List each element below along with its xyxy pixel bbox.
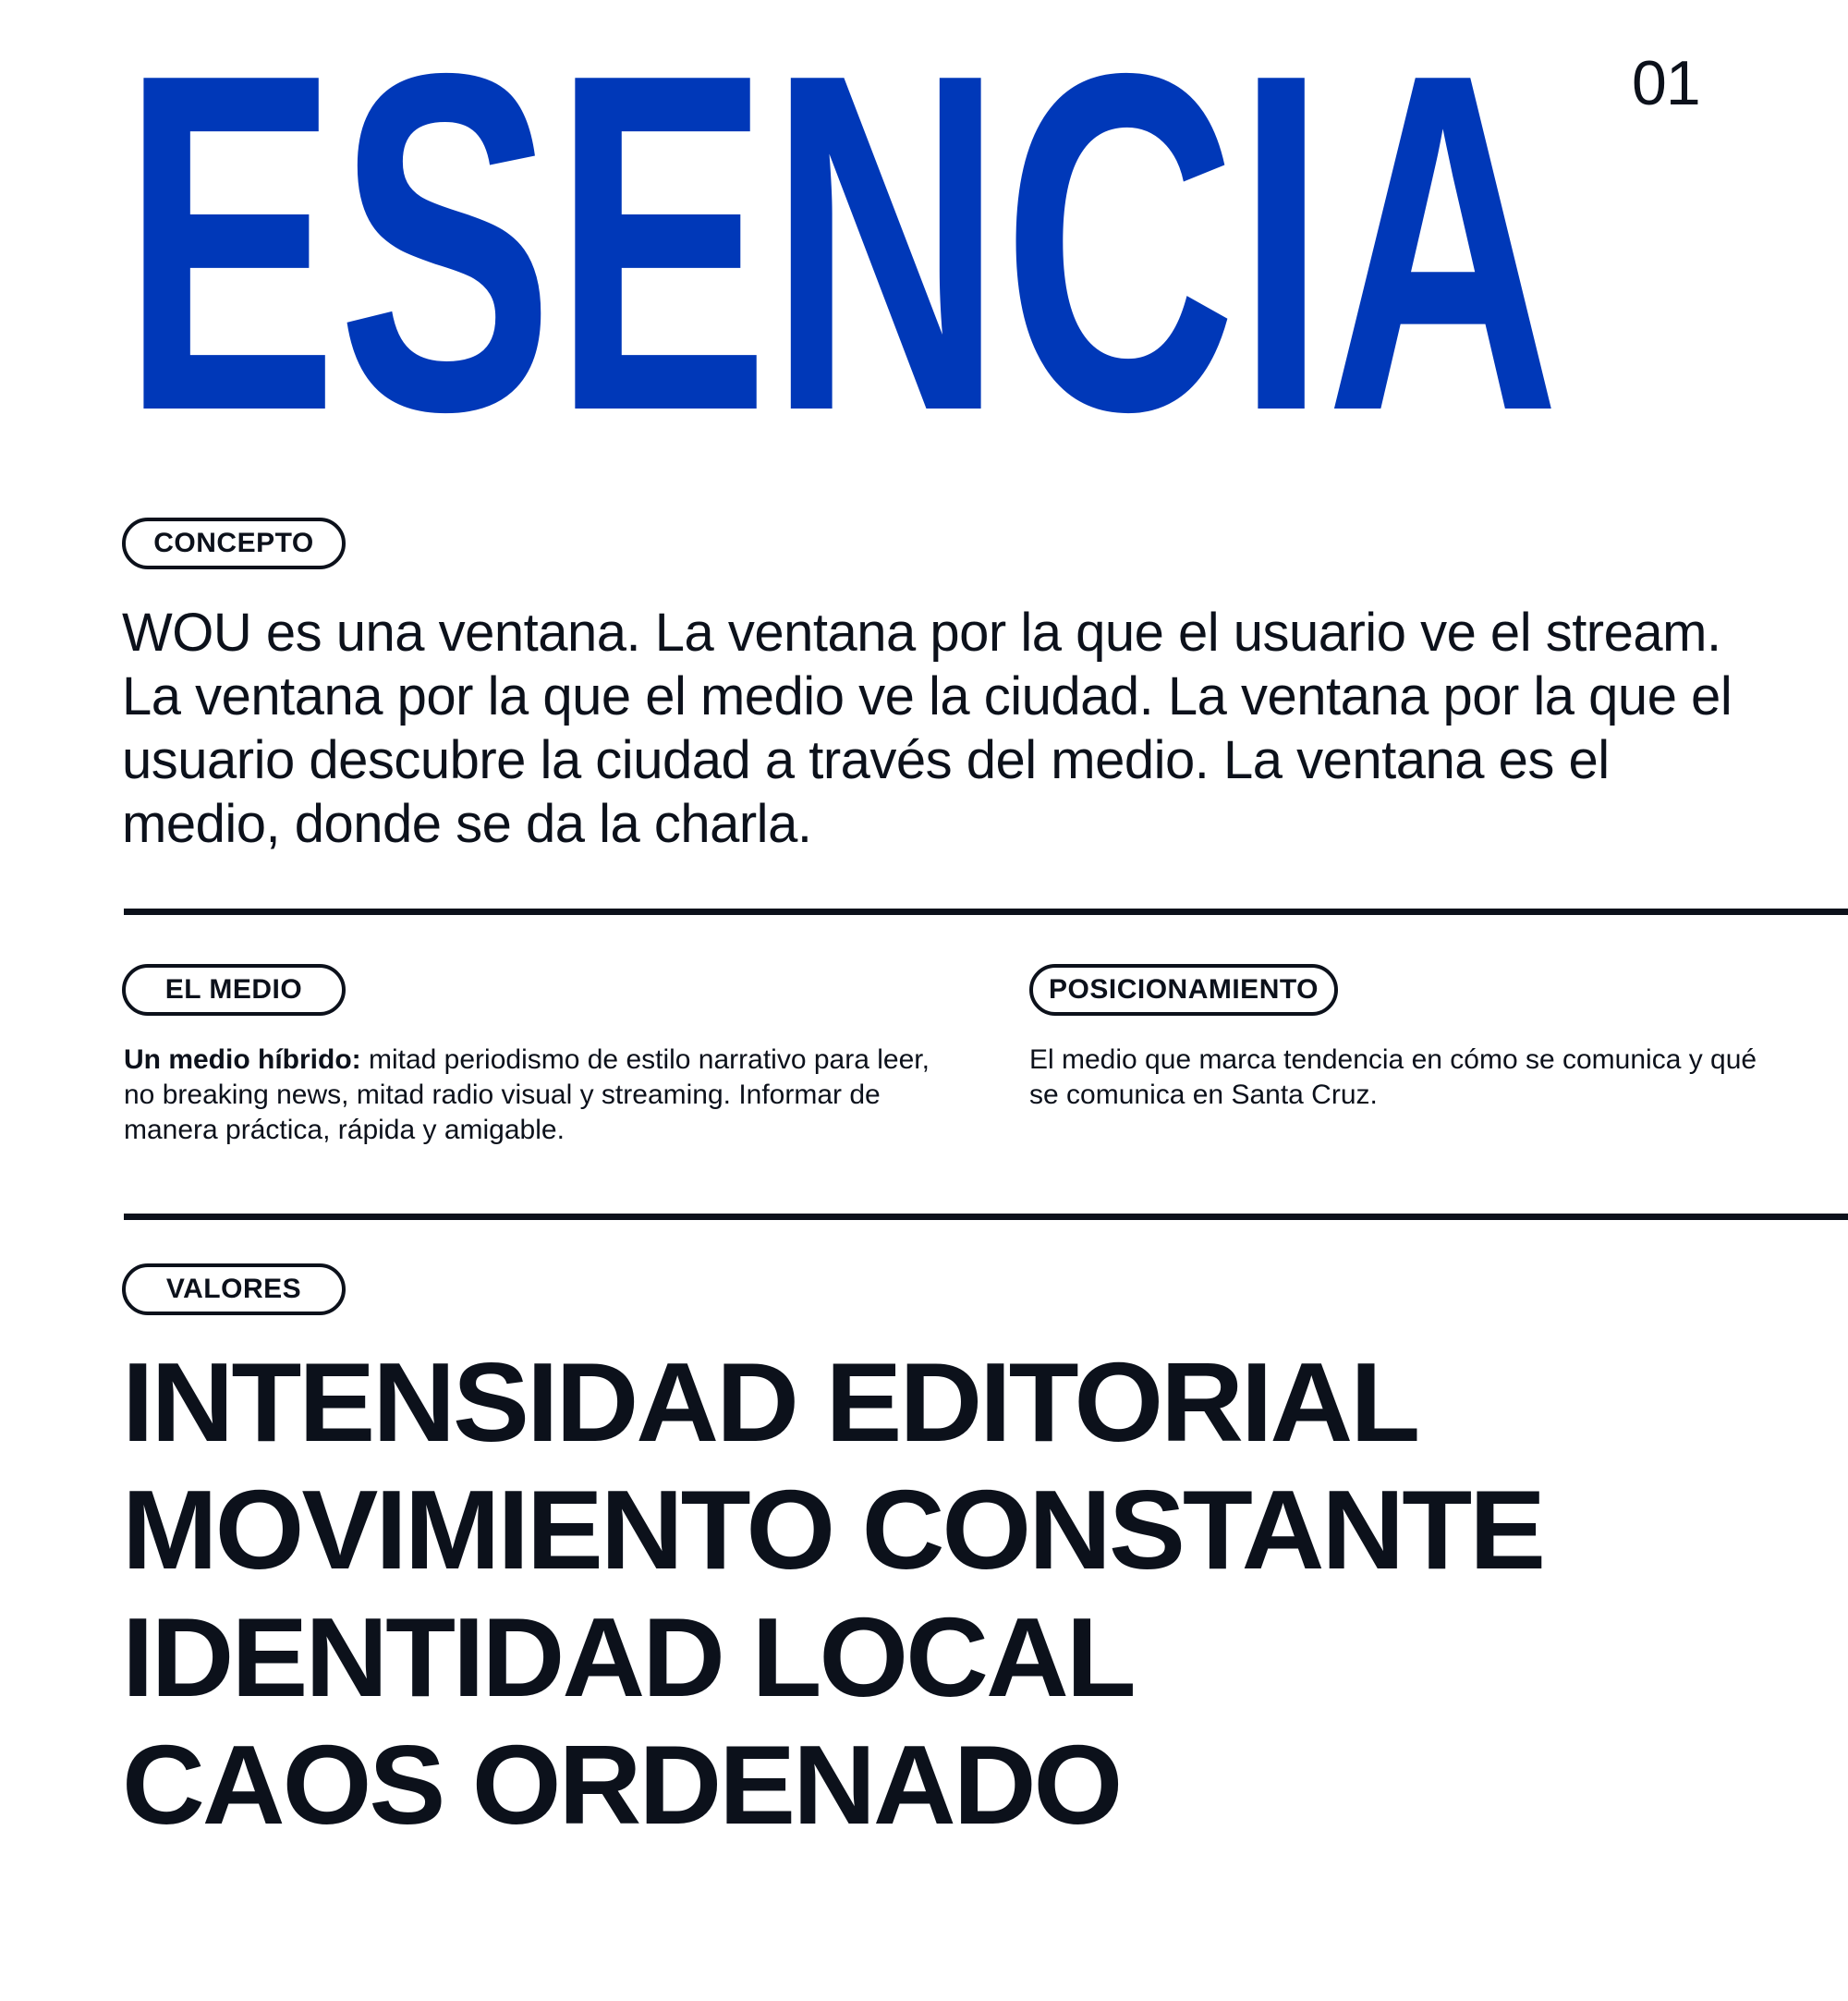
- value-item: IDENTIDAD LOCAL: [122, 1594, 1134, 1720]
- concepto-label: CONCEPTO: [122, 518, 346, 569]
- page-title: [122, 0, 1563, 511]
- posicionamiento-text: El medio que marca tendencia en cómo se comunica y qué se comunica en Santa Cruz.: [1029, 1044, 1757, 1110]
- concepto-text: WOU es una ventana. La ventana por la que el usuario ve el stream. La ventana por la que el medio ve la ciudad. La ventana por la que el usuario descubre la ciudad a través del medio. La ventana es el medio, donde se da la charla.: [122, 603, 1732, 854]
- el-medio-text: [124, 1043, 937, 1148]
- divider: [124, 909, 1848, 915]
- valores-label: VALORES: [122, 1263, 346, 1315]
- values-list: [122, 1338, 1544, 1848]
- value-item: MOVIMIENTO CONSTANTE: [122, 1467, 1544, 1592]
- el-medio-lead: Un medio híbrido:: [124, 1044, 361, 1075]
- posicionamiento-label: POSICIONAMIENTO: [1029, 964, 1338, 1016]
- value-item: INTENSIDAD EDITORIAL: [122, 1339, 1418, 1465]
- value-item: CAOS ORDENADO: [122, 1722, 1121, 1848]
- page-number: 01: [1632, 48, 1700, 118]
- el-medio-label: EL MEDIO: [122, 964, 346, 1016]
- title-text: ESENCIA: [122, 0, 1560, 511]
- divider: [124, 1214, 1848, 1220]
- el-medio-body: mitad periodismo de estilo narrativo para leer, no breaking news, mitad radio visual y streaming. Informar de manera práctica, rápida y amigable.: [124, 1044, 930, 1145]
- title-wordmark: [122, 0, 1563, 511]
